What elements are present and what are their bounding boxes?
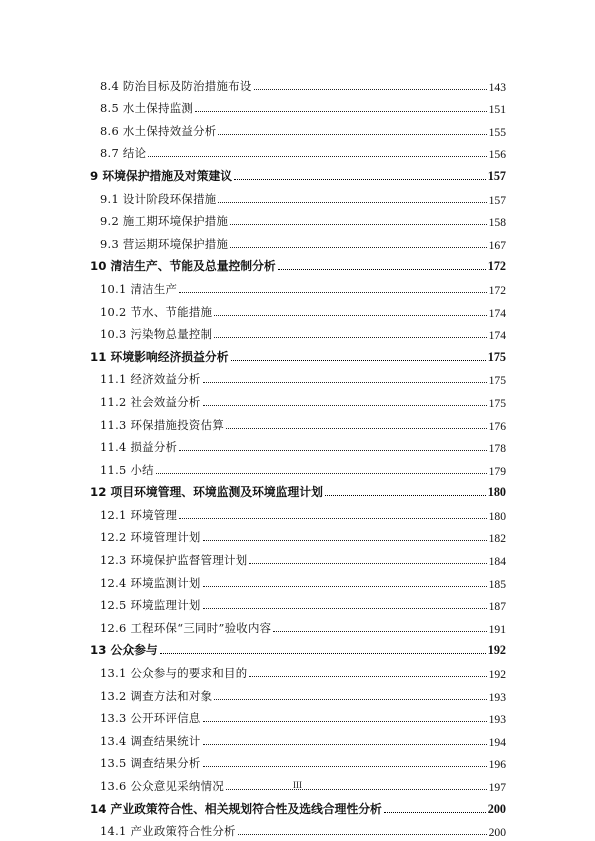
toc-page-number: 143 — [488, 80, 506, 94]
toc-entry-title: 13 公众参与 — [90, 643, 158, 658]
toc-dot-leader — [218, 133, 486, 135]
toc-entry-title: 13.3 公开环评信息 — [100, 711, 201, 726]
toc-section-entry — [90, 94, 506, 117]
toc-page-number: 174 — [488, 329, 506, 343]
toc-entry-title: 9.1 设计阶段环保措施 — [100, 191, 217, 206]
toc-dot-leader — [234, 178, 486, 180]
toc-page-number: 200 — [488, 826, 506, 840]
toc-page-number: 179 — [488, 464, 506, 478]
toc-entry-title: 12.4 环境监测计划 — [100, 575, 201, 590]
table-of-contents — [90, 71, 506, 839]
toc-section-entry — [90, 139, 506, 162]
toc-section-entry — [90, 455, 506, 478]
toc-dot-leader — [160, 652, 486, 654]
toc-section-entry — [90, 545, 506, 568]
toc-page-number: 187 — [488, 600, 506, 614]
toc-section-entry — [90, 320, 506, 343]
toc-section-entry — [90, 500, 506, 523]
toc-entry-title: 9 环境保护措施及对策建议 — [90, 168, 233, 183]
toc-section-entry — [90, 184, 506, 207]
toc-dot-leader — [231, 359, 486, 361]
toc-dot-leader — [203, 539, 487, 541]
toc-entry-title: 12.6 工程环保“三同时”验收内容 — [100, 620, 272, 635]
toc-dot-leader — [148, 155, 486, 157]
toc-entry-title: 12.1 环境管理 — [100, 507, 178, 522]
toc-chapter-entry — [90, 161, 506, 184]
toc-page-number: 157 — [487, 168, 506, 183]
toc-entry-title: 13.6 公众意见采纳情况 — [100, 779, 225, 793]
toc-page-number: 158 — [488, 216, 506, 230]
toc-page-number: 172 — [488, 283, 506, 297]
toc-entry-title: 11.5 小结 — [100, 462, 154, 477]
toc-dot-leader — [203, 404, 487, 406]
toc-dot-leader — [325, 494, 486, 496]
toc-page-number: 185 — [488, 577, 506, 591]
toc-page-number: 200 — [487, 801, 506, 816]
toc-section-entry — [90, 704, 506, 727]
toc-section-entry — [90, 71, 506, 94]
toc-entry-title: 13.5 调查结果分析 — [100, 756, 201, 771]
toc-dot-leader — [226, 427, 487, 429]
toc-dot-leader — [203, 607, 487, 609]
toc-dot-leader — [214, 314, 486, 316]
toc-entry-title: 12.5 环境监理计划 — [100, 598, 201, 613]
toc-entry-title: 12.3 环境保护监督管理计划 — [100, 553, 248, 568]
toc-page-number: 192 — [487, 643, 506, 658]
toc-page-number: 172 — [487, 259, 506, 274]
toc-page-number: 192 — [488, 668, 506, 682]
toc-section-entry — [90, 613, 506, 636]
toc-dot-leader — [214, 336, 486, 338]
toc-entry-title: 11.1 经济效益分析 — [100, 372, 201, 387]
toc-entry-title: 12.2 环境管理计划 — [100, 530, 201, 545]
toc-dot-leader — [195, 110, 487, 112]
toc-page-number: 180 — [487, 485, 506, 500]
toc-section-entry — [90, 749, 506, 772]
toc-page-number: 178 — [488, 442, 506, 456]
toc-page-number: 193 — [488, 690, 506, 704]
toc-dot-leader — [203, 585, 487, 587]
toc-page-number: 176 — [488, 419, 506, 433]
toc-dot-leader — [179, 449, 486, 451]
toc-section-entry — [90, 568, 506, 591]
toc-entry-title: 9.3 营运期环境保护措施 — [100, 236, 229, 251]
toc-chapter-entry — [90, 794, 506, 817]
toc-page-number: 196 — [488, 758, 506, 772]
toc-entry-title: 13.4 调查结果统计 — [100, 733, 201, 748]
toc-dot-leader — [156, 472, 487, 474]
toc-page-number: 156 — [488, 148, 506, 162]
toc-entry-title: 14 产业政策符合性、相关规划符合性及选线合理性分析 — [90, 801, 382, 816]
toc-entry-title: 10.1 清洁生产 — [100, 281, 178, 296]
toc-dot-leader — [203, 743, 487, 745]
toc-dot-leader — [214, 698, 486, 700]
toc-chapter-entry — [90, 636, 506, 659]
toc-dot-leader — [230, 246, 486, 248]
toc-page-number: 184 — [488, 555, 506, 569]
toc-page-number: 197 — [488, 781, 506, 794]
toc-section-entry — [90, 726, 506, 749]
toc-page-number: 175 — [488, 396, 506, 410]
toc-section-entry — [90, 523, 506, 546]
toc-page-number: 157 — [488, 193, 506, 207]
toc-page-number: 174 — [488, 306, 506, 320]
toc-entry-title: 8.4 防治目标及防治措施布设 — [100, 78, 252, 93]
page-number: III — [293, 780, 302, 790]
toc-section-entry — [90, 116, 506, 139]
toc-section-entry — [90, 658, 506, 681]
toc-chapter-entry — [90, 342, 506, 365]
toc-section-entry — [90, 207, 506, 230]
toc-entry-title: 9.2 施工期环境保护措施 — [100, 214, 229, 229]
toc-section-entry — [90, 274, 506, 297]
toc-dot-leader — [273, 630, 486, 632]
toc-dot-leader — [179, 517, 486, 519]
toc-entry-title: 13.1 公众参与的要求和目的 — [100, 666, 248, 681]
toc-dot-leader — [384, 811, 486, 813]
toc-chapter-entry — [90, 252, 506, 275]
toc-page-number: 167 — [488, 238, 506, 252]
toc-entry-title: 8.7 结论 — [100, 146, 147, 161]
toc-entry-title: 11.2 社会效益分析 — [100, 394, 201, 409]
toc-dot-leader — [249, 675, 486, 677]
toc-section-entry — [90, 410, 506, 433]
toc-section-entry — [90, 365, 506, 388]
toc-dot-leader — [249, 562, 486, 564]
toc-dot-leader — [230, 223, 486, 225]
toc-page-number: 191 — [488, 622, 506, 636]
toc-entry-title: 11.4 损益分析 — [100, 440, 178, 455]
toc-section-entry — [90, 433, 506, 456]
toc-section-entry — [90, 387, 506, 410]
toc-dot-leader — [278, 268, 486, 270]
toc-entry-title: 8.6 水土保持效益分析 — [100, 123, 217, 138]
toc-section-entry — [90, 591, 506, 614]
toc-entry-title: 12 项目环境管理、环境监测及环境监理计划 — [90, 485, 323, 500]
toc-dot-leader — [203, 720, 487, 722]
toc-page-number: 193 — [488, 713, 506, 727]
toc-entry-title: 8.5 水土保持监测 — [100, 101, 194, 116]
toc-entry-title: 11 环境影响经济损益分析 — [90, 349, 229, 364]
toc-entry-title: 10 清洁生产、节能及总量控制分析 — [90, 259, 276, 274]
toc-dot-leader — [179, 291, 486, 293]
toc-section-entry — [90, 229, 506, 252]
toc-entry-title: 10.2 节水、节能措施 — [100, 304, 213, 319]
toc-dot-leader — [254, 88, 487, 90]
toc-entry-title: 10.3 污染物总量控制 — [100, 327, 213, 342]
toc-dot-leader — [238, 833, 487, 835]
toc-entry-title: 11.3 环保措施投资估算 — [100, 417, 225, 432]
toc-dot-leader — [203, 765, 487, 767]
toc-dot-leader — [203, 381, 487, 383]
toc-chapter-entry — [90, 478, 506, 501]
toc-section-entry — [90, 297, 506, 320]
toc-entry-title: 14.1 产业政策符合性分析 — [100, 824, 236, 839]
toc-page-number: 175 — [487, 349, 506, 364]
toc-section-entry — [90, 681, 506, 704]
toc-page-number: 175 — [488, 374, 506, 388]
toc-entry-title: 13.2 调查方法和对象 — [100, 688, 213, 703]
toc-page-number: 151 — [488, 103, 506, 117]
toc-dot-leader — [218, 201, 486, 203]
toc-page-number: 180 — [488, 509, 506, 523]
toc-page-number: 182 — [488, 532, 506, 546]
toc-page-number: 155 — [488, 125, 506, 139]
toc-page-number: 194 — [488, 735, 506, 749]
toc-section-entry — [90, 817, 506, 840]
